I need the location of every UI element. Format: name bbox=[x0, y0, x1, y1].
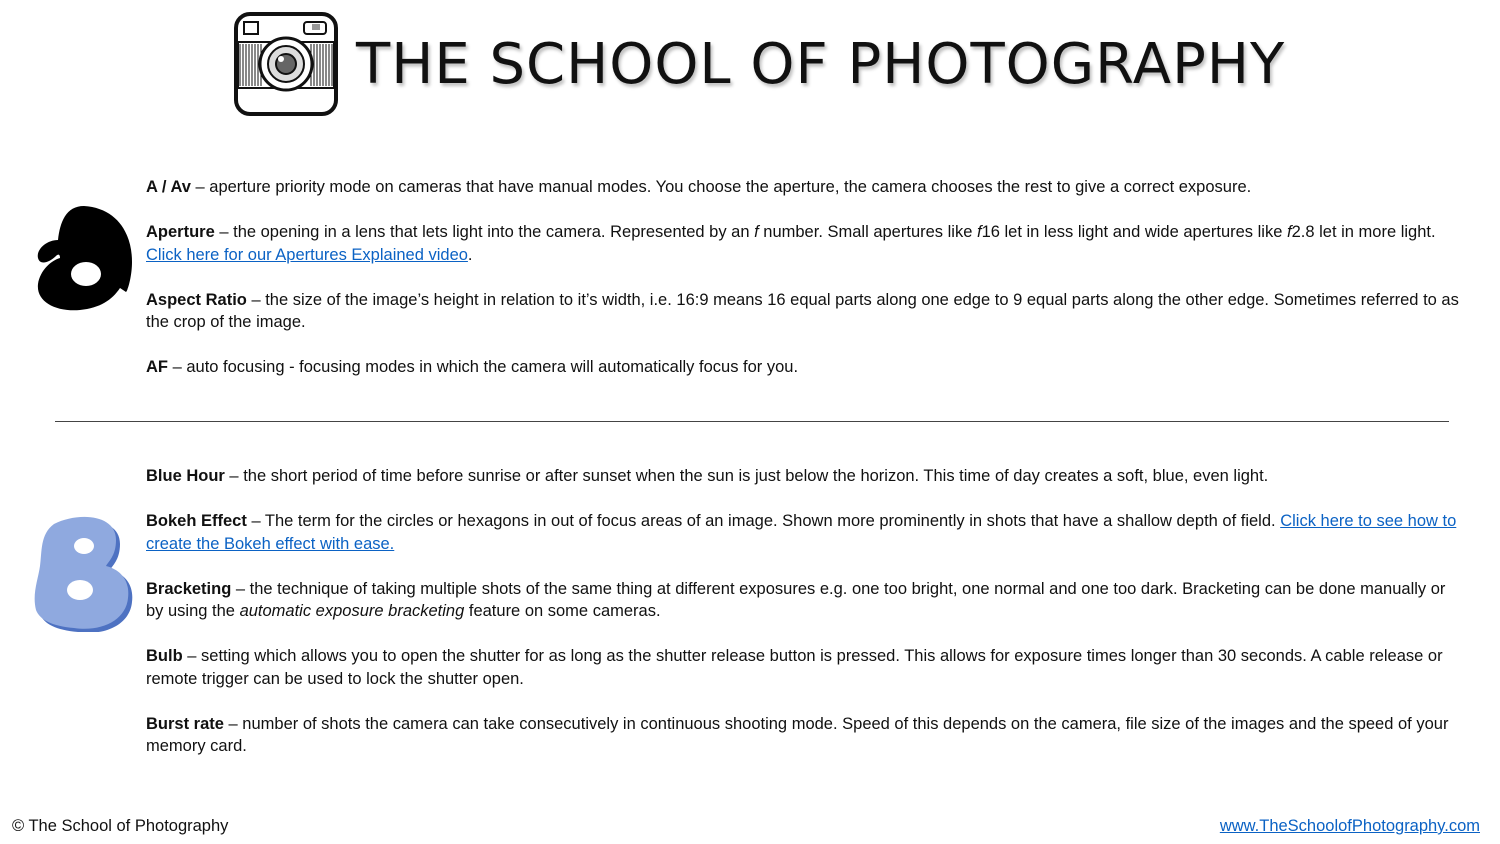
page-title: THE SCHOOL OF PHOTOGRAPHY bbox=[356, 31, 1286, 97]
glossary-entry-af bbox=[146, 356, 1461, 379]
letter-a-icon bbox=[28, 196, 136, 314]
definition: – setting which allows you to open the shutter for as long as the shutter release button is pressed. This allows for exposure times longer than 30 seconds. A cable release or remote trigger can be used to lock the shutter open. bbox=[146, 647, 1443, 688]
definition: – number of shots the camera can take consecutively in continuous shooting mode. Speed of this depends on the camera, file size of the images and the speed of your memory card. bbox=[146, 714, 1449, 755]
definition: – the short period of time before sunrise or after sunset when the sun is just below the horizon. This time of day creates a soft, blue, even light. bbox=[224, 467, 1269, 485]
apertures-video-link[interactable]: Click here for our Apertures Explained video bbox=[146, 245, 468, 264]
section-a-glossary bbox=[146, 176, 1461, 401]
definition: . bbox=[467, 245, 473, 264]
definition: 2.8 let in more light. bbox=[1291, 223, 1436, 241]
term: Blue Hour bbox=[146, 467, 225, 485]
glossary-entry-bulb bbox=[146, 645, 1461, 690]
term: Burst rate bbox=[146, 714, 224, 733]
definition: – the technique of taking multiple shots of the same thing at different exposures e.g. one too bright, one normal and one too dark. Bracketing can be done manually or by using the bbox=[146, 579, 1446, 620]
bokeh-effect-link[interactable]: Click here to see how to create the Bokeh effect with ease. bbox=[146, 512, 1457, 553]
definition: – auto focusing - focusing modes in which the camera will automatically focus for you. bbox=[168, 358, 799, 376]
definition: – aperture priority mode on cameras that have manual modes. You choose the aperture, the camera chooses the rest to give a correct exposure. bbox=[190, 178, 1252, 196]
definition: feature on some cameras. bbox=[464, 602, 661, 620]
term: Aspect Ratio bbox=[146, 290, 247, 309]
term: Bulb bbox=[146, 647, 183, 665]
term: Aperture bbox=[146, 223, 215, 241]
term: Bracketing bbox=[146, 579, 232, 598]
camera-icon bbox=[232, 10, 340, 118]
glossary-entry-aperture bbox=[146, 221, 1461, 266]
website-link[interactable]: www.TheSchoolofPhotography.com bbox=[1219, 817, 1480, 835]
term: Bokeh Effect bbox=[146, 512, 247, 530]
glossary-entry-a-av bbox=[146, 176, 1461, 199]
definition: 16 let in less light and wide apertures like bbox=[981, 223, 1287, 241]
page-header bbox=[232, 8, 1285, 120]
f-italic: f bbox=[976, 223, 982, 241]
glossary-entry-bracketing bbox=[146, 578, 1461, 623]
glossary-entry-aspect-ratio bbox=[146, 289, 1461, 334]
italic-term: automatic exposure bracketing bbox=[239, 602, 465, 620]
definition: – the opening in a lens that lets light into the camera. Represented by an bbox=[214, 223, 755, 241]
f-italic: f bbox=[754, 223, 759, 241]
section-divider bbox=[55, 421, 1449, 422]
letter-b-icon bbox=[26, 510, 136, 632]
copyright-notice: © The School of Photography bbox=[12, 817, 229, 835]
glossary-entry-bokeh-effect bbox=[146, 510, 1461, 555]
section-b-glossary bbox=[146, 465, 1461, 780]
definition: – The term for the circles or hexagons in out of focus areas of an image. Shown more prominently in shots that have a shallow depth of field. bbox=[246, 512, 1281, 530]
definition: number. Small apertures like bbox=[758, 223, 977, 241]
term: A / Av bbox=[146, 178, 191, 196]
definition: – the size of the image’s height in relation to it’s width, i.e. 16:9 means 16 equal parts along one edge to 9 equal parts along the other edge. Sometimes referred to as the crop of the image. bbox=[146, 290, 1459, 331]
f-italic: f bbox=[1286, 223, 1292, 241]
glossary-entry-burst-rate bbox=[146, 713, 1461, 758]
term: AF bbox=[146, 358, 168, 376]
glossary-entry-blue-hour bbox=[146, 465, 1461, 488]
